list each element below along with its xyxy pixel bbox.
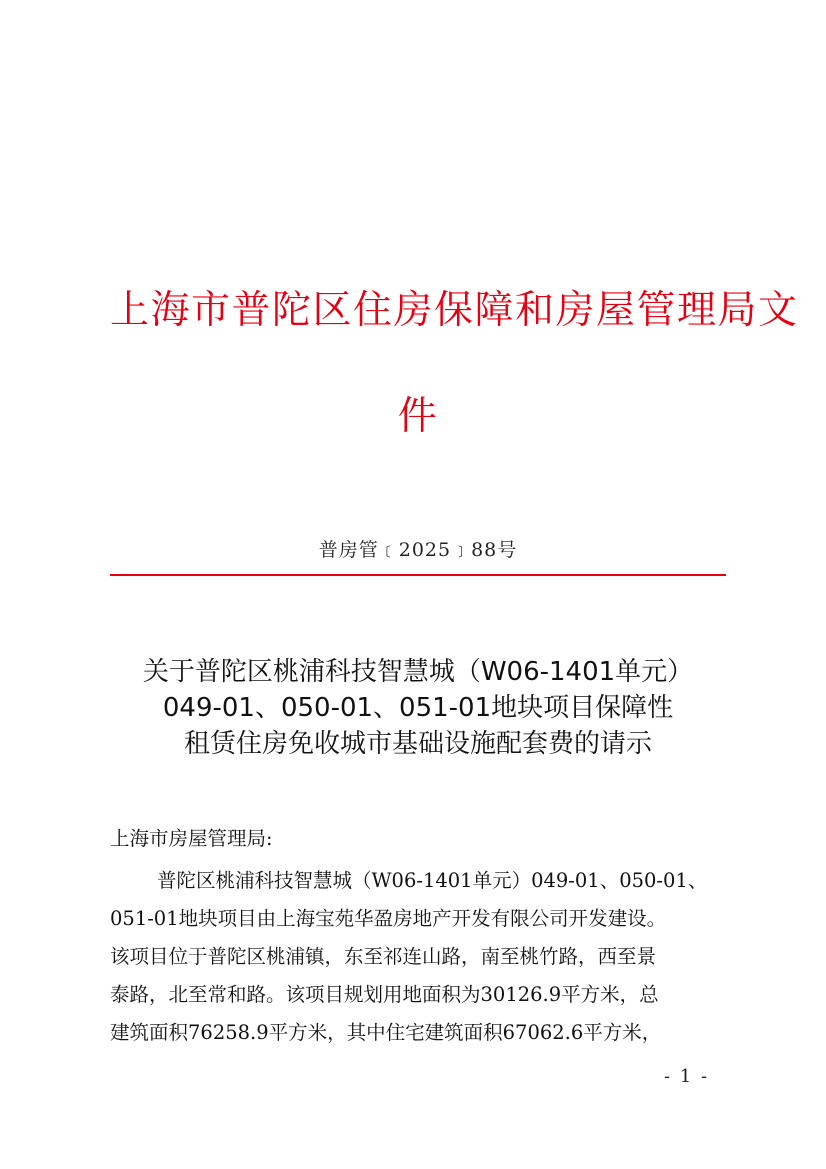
page-number: - 1 - [664, 1066, 710, 1087]
body-line: 普陀区桃浦科技智慧城（W06-1401单元）049-01、050-01、 [157, 869, 708, 892]
body-line: 051-01地块项目由上海宝苑华盈房地产开发有限公司开发建设。 [110, 907, 667, 930]
document-subject [110, 654, 726, 762]
body-line: 建筑面积76258.9平方米，其中住宅建筑面积67062.6平方米， [110, 1021, 662, 1044]
subject-line: 049-01、050-01、051-01地块项目保障性 [162, 693, 674, 723]
red-separator-line [110, 574, 726, 576]
salutation: 上海市房屋管理局: [110, 827, 273, 850]
body-line: 该项目位于普陀区桃浦镇，东至祁连山路，南至桃竹路，西至景 [110, 945, 657, 968]
issuing-authority-title: 上海市普陀区住房保障和房屋管理局文 [110, 288, 799, 333]
issuing-authority-title-continued: 件 [397, 394, 439, 439]
subject-line: 租赁住房免收城市基础设施配套费的请示 [183, 729, 652, 759]
body-paragraph [110, 862, 726, 1052]
body-line: 泰路，北至常和路。该项目规划用地面积为30126.9平方米，总 [110, 983, 659, 1006]
subject-line: 关于普陀区桃浦科技智慧城（W06-1401单元） [142, 657, 694, 687]
document-number: 普房管﹝2025﹞88号 [318, 539, 518, 561]
